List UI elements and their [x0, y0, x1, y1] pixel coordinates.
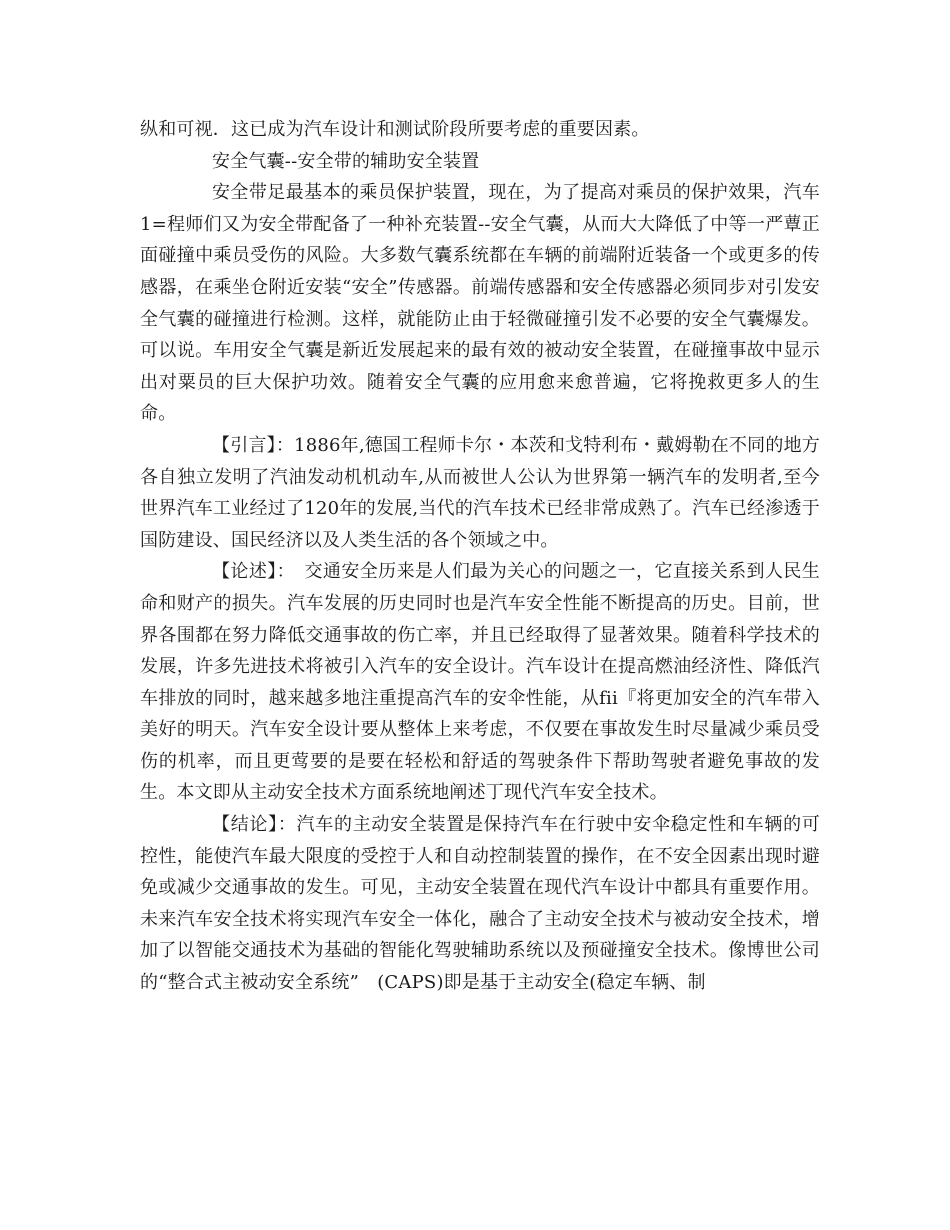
section-heading-airbag: 安全气囊--安全带的辅助安全装置: [212, 150, 480, 172]
paragraph-continuation: 纵和可视．这已成为汽车设计和测试阶段所要考虑的重要因素。: [140, 119, 650, 140]
paragraph-conclusion: 【结论】：汽车的主动安全装置是保持汽车在行驶中安伞稳定性和车辆的可控性，能使汽车最大限度的受控于人和自动控制装置的操作，在不安全因素出现时避免或减少交通事故的发生。可见，主动安全装置在现代汽车设计中都具有重要作用。未来汽车安全技术将实现汽车安全一体化，融合了主动安全技术与被动安全技术，增加了以智能交通技术为基础的智能化驾驶辅助系统以及预碰撞安全技术。像博世公司的“整合式主被动安全系统” (CAPS)即是基于主动安全(稳定车辆、制: [140, 814, 820, 994]
paragraph-introduction: 【引言】：1886年,德国工程师卡尔・本茨和戈特利布・戴姆勒在不同的地方各自独立发明了汽油发动机机动车,从而被世人公认为世界第一辆汽车的发明者,至今世界汽车工业经过了120年的发展,当代的汽车技术已经非常成熟了。汽车已经渗透于国防建设、国民经济以及人类生活的各个领域之中。: [140, 434, 820, 551]
document-body: [140, 114, 820, 999]
paragraph-airbag: 安全带足最基本的乘员保护装置，现在，为了提高对乘员的保护效果，汽车1=程师们又为安全带配备了一种补充装置--安全气囊，从而大大降低了中等一严蕈正面碰撞中乘员受伤的风险。大多数气囊系统都在车辆的前端附近装备一个或更多的传感器，在乘坐仓附近安装“安全”传感器。前端传感器和安全传感器必须同步对引发安全气囊的碰撞进行检测。这样，就能防止由于轻微碰撞引发不必要的安全气囊爆发。可以说。车用安全气囊是新近发展起来的最有效的被动安全装置，在碰撞事故中显示出对粟员的巨大保护功效。随着安全气囊的应用愈来愈普遍，它将挽救更多人的生命。: [140, 182, 820, 425]
paragraph-discussion: 【论述】： 交通安全历来是人们最为关心的问题之一，它直接关系到人民生命和财产的损失。汽车发展的历史同时也是汽车安全性能不断提高的历史。目前，世界各围都在努力降低交通事故的伤亡率，并且已经取得了显著效果。随着科学技术的发展，许多先进技术将被引入汽车的安全设计。汽车设计在提高燃油经济性、降低汽车排放的同时，越来越多地注重提高汽车的安伞性能，从fii『将更加安全的汽车带入美好的明天。汽车安全设计要从整体上来考虑，不仅要在事故发生时尽量减少乘员受伤的机率，而且更莺要的是要在轻松和舒适的驾驶条件下帮助驾驶者避免事故的发生。本文即从主动安全技术方面系统地阐述丁现代汽车安全技术。: [140, 561, 820, 804]
